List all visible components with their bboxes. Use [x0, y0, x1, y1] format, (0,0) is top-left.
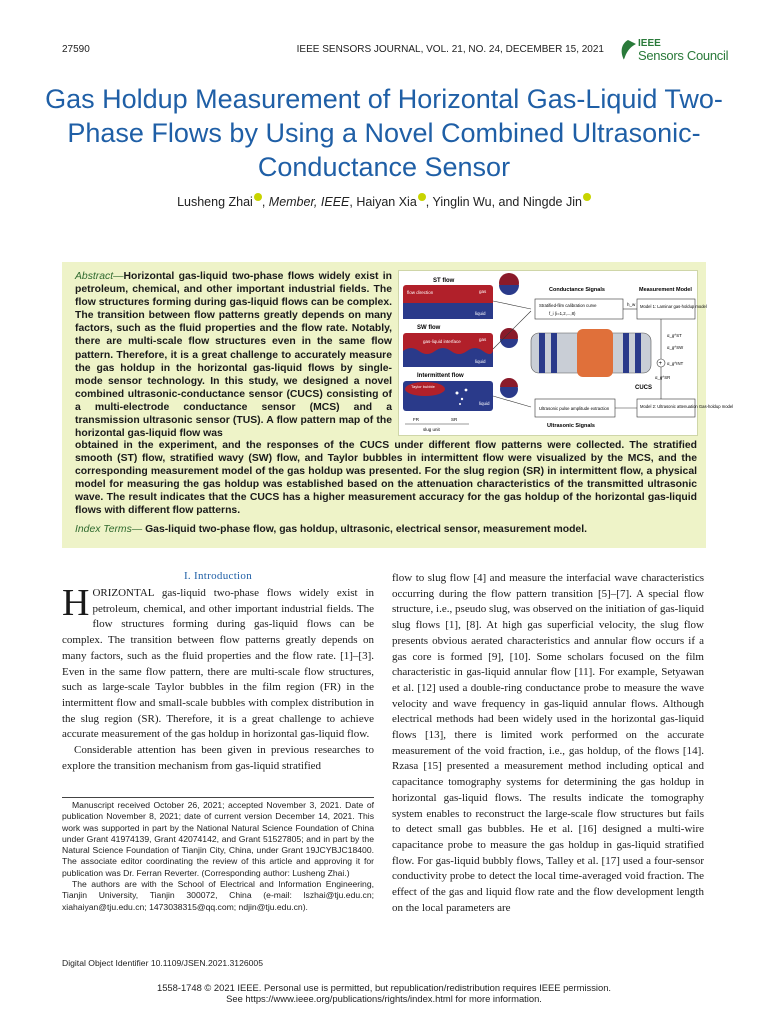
author-name: Lusheng Zhai [177, 195, 253, 210]
fig-ultrasonic-box-text: Ultrasonic pulse amplitude extraction [539, 406, 610, 411]
fig-sw-liquid [403, 348, 493, 367]
paper-title: Gas Holdup Measurement of Horizontal Gas-Liquid Two-Phase Flows by Using a Novel Combined Ultrasonic-Conductance Sensor [45, 84, 723, 182]
fig-plus-sign: + [658, 361, 663, 367]
page-header [62, 38, 729, 68]
copyright-line-2: See https://www.ieee.org/publications/rights/index.html for more information. [226, 993, 542, 1004]
fig-model1-box [637, 299, 695, 319]
fig-ultrasonic-ring [577, 329, 613, 377]
logo-council-text: Sensors Council [638, 48, 729, 63]
intro-paragraph-1 [62, 582, 374, 743]
leaf-icon [618, 38, 638, 64]
right-column [392, 571, 704, 916]
sensors-council-logo [618, 38, 729, 68]
section-heading: I. Introduction [183, 570, 253, 582]
fig-gas-liquid-interface: gas-liquid interface [423, 339, 461, 344]
fig-intermittent-label: Intermittent flow [417, 373, 464, 379]
footnote [62, 800, 374, 913]
intro-paragraph-1-text: ORIZONTAL gas-liquid two-phase flows widely exist in petroleum, chemical, and other important industrial fields. The flow structures forming during gas-liquid flows can be complex. The transition between flow patterns greatly depends on many factors, such as the fluid properties and the flow rate. [1]–[3]. Even in the same flow pattern, there are multi-scale flow structures, such as large-scale Taylor bubbles in the film region (FR) in the intermittent flow and small-scale bubbles with complex distribution in the slug region (SR). Therefore, it is a great challenge to achieve accurate measurement of the gas holdup in horizontal gas-liquid flow. [62, 587, 374, 741]
abstract-text-bottom: obtained in the experiment, and the responses of the CUCS under different flow patterns were collected. The stratified smooth (ST) flow, stratified wavy (SW) flow, and Taylor bubbles in intermittent flow were visualized by the MCS, and the corresponding measurement model of the gas holdup was presented. For the slug region (SR) in intermittent flow, a physical model for measuring the gas holdup was established based on the attenuation characteristics of the transmitted ultrasonic wave. The result indicates that the CUCS has a higher measurement accuracy for the gas holdup of the horizontal gas-liquid flows with different flow patterns. [75, 440, 697, 517]
fig-sw-gas: gas [479, 337, 487, 342]
fig-sr-label: SR [451, 417, 458, 422]
orcid-icon[interactable] [418, 193, 426, 201]
author-list: Lusheng Zhai , Member, IEEE, Haiyan Xia , Yinglin Wu, and Ningde Jin [40, 193, 728, 209]
fig-measurement-model: Measurement Model [639, 287, 692, 293]
author-role: Member, IEEE [268, 195, 350, 210]
fig-flow-direction: flow direction [407, 290, 434, 295]
index-terms-text: Gas-liquid two-phase flow, gas holdup, ultrasonic, electrical sensor, measurement model. [145, 524, 587, 535]
fig-cucs-label: CUCS [635, 385, 653, 391]
orcid-icon[interactable] [254, 193, 262, 201]
page-number: 27590 [62, 44, 90, 55]
fig-calibration-sub: f_i (i=1,2,...,8) [549, 311, 576, 316]
author-name: Yinglin Wu [432, 195, 492, 210]
abstract-text-top: Abstract—Horizontal gas-liquid two-phase flows widely exist in petroleum, chemical, and other important industrial fields. The flow structures forming during gas-liquid flows can be complex. The transition between flow patterns greatly depends on many factors, such as the fluid properties and the flow rate. Notably, there are multi-scale flow structures even in the same flow pattern. Therefore, it is a great challenge to accurately measure the gas holdup in the horizontal gas-liquid flows by single-mode sensor technology. In this study, we designed a novel combined ultrasonic-conductance sensor (CUCS) consisting of a multi-electrode conductance sensor (MCS) and a transmission ultrasonic sensor (TUS). A flow pattern map of the horizontal gas-liquid flow was [75, 271, 392, 440]
orcid-icon[interactable] [583, 193, 591, 201]
fig-model1-text: Model 1: Laminar gas-holdup model [640, 304, 707, 309]
footnote-rule [62, 797, 374, 798]
fig-st-liquid-label: liquid [475, 311, 486, 316]
fig-taylor-bubble-label: Taylor bubble [411, 384, 435, 389]
fig-model2-text: Model 2: Ultrasonic attenuation Gas-holdup model [640, 404, 734, 409]
index-terms-label: Index Terms [75, 524, 132, 535]
copyright-line-1: 1558-1748 © 2021 IEEE. Personal use is permitted, but republication/redistribution requires IEEE permission. [156, 982, 612, 993]
left-column [62, 582, 374, 774]
footnote-affiliation: The authors are with the School of Electrical and Information Engineering, Tianjin University, Tianjin 300072, China (e-mail: lszhai@tju.edu.cn; xiahaiyan@tju.edu.cn; 1473038315@qq.com; ndjin@tju.edu.cn). [62, 879, 374, 912]
author-name: Ningde Jin [522, 195, 582, 210]
fig-alpha-sw: α_g^SW [667, 345, 684, 350]
fig-sw-liquid-label: liquid [475, 359, 486, 364]
fig-int-liquid-label: liquid [479, 401, 490, 406]
fig-sw-flow-label: SW flow [417, 325, 441, 331]
graphical-abstract-svg [399, 271, 734, 437]
fig-slug-unit-label: slug unit [423, 427, 440, 432]
fig-conductance-signals: Conductance Signals [549, 287, 605, 293]
fig-calibration-box [535, 299, 623, 319]
fig-calibration-text: Stratified-film calibration curve [539, 303, 597, 308]
abstract-body-1: Horizontal gas-liquid two-phase flows widely exist in petroleum, chemical, and other important industrial fields. The flow structures forming during gas-liquid flows can be complex. The transition between flow patterns greatly depends on many factors, such as the fluid properties and the flow rate. Notably, there are multi-scale flow structures even in the same flow pattern. Therefore, it is a great challenge to accurately measure the gas holdup in the horizontal gas-liquid flows by single-mode sensor technology. In this study, we designed a novel combined ultrasonic-conductance sensor (CUCS) consisting of a multi-electrode conductance sensor (MCS) and a transmission ultrasonic sensor (TUS). A flow pattern map of the horizontal gas-liquid flow was [75, 271, 392, 440]
right-column-text: flow to slug flow [4] and measure the interfacial wave characteristics occurring during the flow pattern transition [5]–[7]. A special flow structure, i.e., pseudo slug, was observed on the initiation of gas-liquid slug flows [1], [8]. At high gas superficial velocity, the slug flow presents obvious aerated characteristics and annular flow occurs if a gas core is formed [9], [10]. Some scholars focused on the film characteristic in gas-liquid annular flow [11]. For example, Setyawan et al. [12] used a double-ring conductance probe to measure the wave velocity and wave frequency in gas-liquid annular flows. Although electrical methods had been widely used in the horizontal gas-liquid flows [13], there is limited work performed on the accurate measurement of the void fraction, i.e., gas holdup, of the flows [14]. Rzasa [15] presented a measurement method including optical and capacitance tomography systems for determining the gas holdup in horizontal gas-liquid flows. The results indicate the tomography system enables to reconstruct the large-scale flow structures but fails to detect small gas bubbles. He et al. [16] designed a multi-wire capacitance probe to measure the gas holdup in gas-liquid stratified flow. For gas-liquid bubbly flows, Talley et al. [17] used a four-sensor conductivity probe to detect the local time-averaged void fraction. The effect of the gas and liquid flow rate and the flow development length on the local parameters are [392, 572, 704, 914]
fig-alpha-int: α_g^INT [667, 361, 684, 366]
journal-info: IEEE SENSORS JOURNAL, VOL. 21, NO. 24, DECEMBER 15, 2021 [296, 44, 604, 55]
author-name: Haiyan Xia [356, 195, 417, 210]
copyright-notice [40, 982, 728, 1004]
fig-st-gas: gas [479, 289, 487, 294]
intro-paragraph-2: Considerable attention has been given in previous researches to explore the transition mechanism from gas-liquid stratified [62, 744, 374, 772]
abstract-label: Abstract [75, 271, 114, 282]
fig-alpha-st: α_g^ST [667, 333, 682, 338]
fig-hw-label: h_w [627, 302, 636, 307]
graphical-abstract-figure [398, 270, 734, 436]
logo-ieee-text: IEEE [638, 38, 661, 49]
footnote-manuscript: Manuscript received October 26, 2021; accepted November 3, 2021. Date of publication November 8, 2021; date of current version December 14, 2021. This work was supported in part by the National Natural Science Foundation of China under Grant 41974139, Grant 42074142, and Grant 51527805; and in part by the Natural Science Foundation of Tianjin City, China, under Grant 19JCYBJC18400. The associate editor coordinating the review of this article and approving it for publication was Dr. Ferran Reverter. (Corresponding author: Lusheng Zhai.) [62, 800, 374, 878]
index-terms: Index Terms— Gas-liquid two-phase flow, gas holdup, ultrasonic, electrical sensor, measurement model. [75, 524, 587, 535]
fig-st-flow-label: ST flow [433, 278, 455, 284]
doi: Digital Object Identifier 10.1109/JSEN.2021.3126005 [62, 958, 263, 968]
fig-alpha-sr: α_g^SR [655, 375, 671, 380]
fig-ultrasonic-signals: Ultrasonic Signals [547, 423, 595, 429]
drop-cap: H [62, 582, 90, 624]
fig-fr-label: FR [413, 417, 419, 422]
abstract-box [62, 262, 734, 548]
